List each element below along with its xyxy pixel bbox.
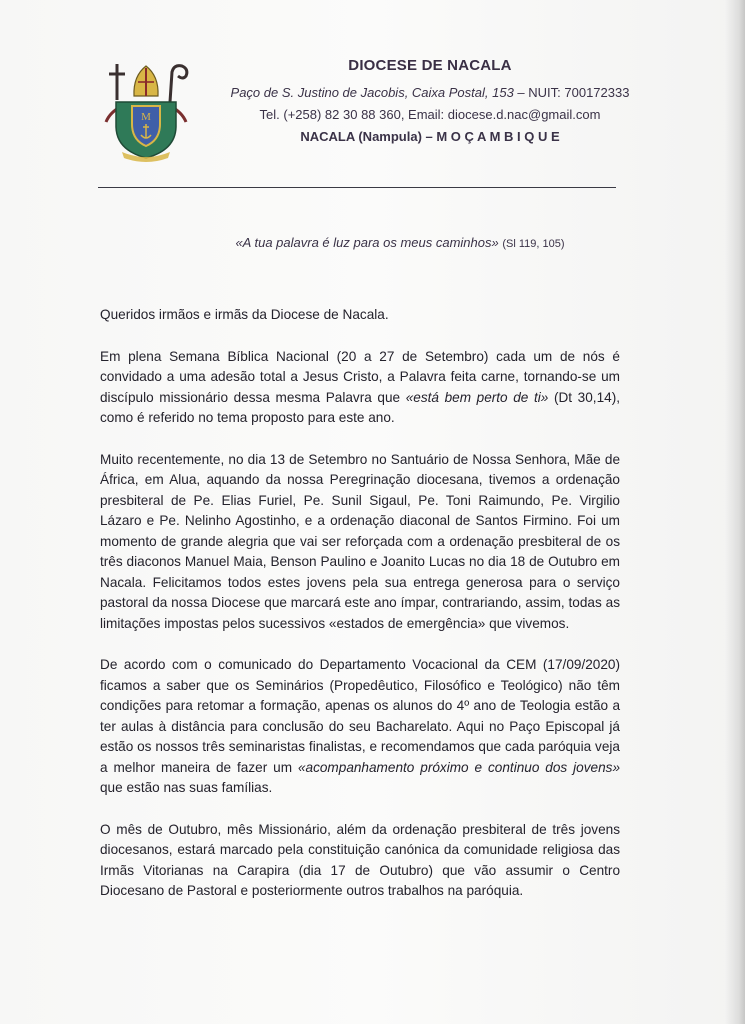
diocese-title: DIOCESE DE NACALA bbox=[348, 57, 512, 74]
address-line bbox=[215, 82, 645, 104]
header-divider bbox=[98, 187, 616, 188]
nuit-number: – NUIT: 700172333 bbox=[513, 85, 630, 100]
scan-edge-shadow bbox=[725, 0, 745, 1024]
paragraph-2: Muito recentemente, no dia 13 de Setembro no Santuário de Nossa Senhora, Mãe de África, em Alua, aquando da nossa Peregrinação diocesana, tivemos a ordenação presbiteral de Pe. Elias Furiel, Pe. Sunil Sigaul, Pe. Toni Raimundo, Pe. Virgilio Lázaro e Pe. Nelinho Agostinho, e a ordenação diaconal de Santos Firmino. Foi um momento de grande alegria que vai ser reforçada com a ordenação presbiteral de os três diaconos Manuel Maia, Benson Paulino e Joanito Lucas no dia 18 de Outubro em Nacala. Felicitamos todos estes jovens pela sua entrega generosa para o serviço pastoral da nossa Diocese que marcará este ano ímpar, contrariando, assim, todas as limitações impostas pelos sucessivos «estados de emergência» que vivemos. bbox=[100, 451, 620, 631]
salutation: Queridos irmãos e irmãs da Diocese de Nacala. bbox=[100, 307, 389, 322]
contact-line: Tel. (+258) 82 30 88 360, Email: diocese.d.nac@gmail.com bbox=[259, 107, 601, 122]
letterhead bbox=[215, 57, 645, 148]
paragraph-3 bbox=[100, 655, 620, 799]
epigraph bbox=[160, 235, 640, 250]
epigraph-reference: (Sl 119, 105) bbox=[502, 238, 565, 250]
paragraph-1-text-b: (Dt 30,14), como é referido no tema proposto para este ano. bbox=[100, 389, 620, 425]
monogram-m: M bbox=[141, 111, 151, 123]
location-line: NACALA (Nampula) – M O Ç A M B I Q U E bbox=[300, 129, 560, 144]
paragraph-1-text-a: Em plena Semana Bíblica Nacional (20 a 27 de Setembro) cada um de nós é convidado a uma adesão total a Jesus Cristo, a Palavra feita carne, tornando-se um discípulo missionário dessa mesma Palavra que bbox=[100, 348, 620, 405]
letter-body bbox=[100, 305, 620, 902]
paragraph-1-quote: «está bem perto de ti» bbox=[405, 389, 549, 405]
paragraph-3-text-b: que estão nas suas famílias. bbox=[100, 780, 273, 795]
paragraph-1 bbox=[100, 347, 620, 429]
paragraph-3-text-a: De acordo com o comunicado do Departamento Vocacional da CEM (17/09/2020) ficamos a saber que os Seminários (Propedêutico, Filosófico e Teológico) não têm condições para retomar a formação, apenas os alunos do 4º ano de Teologia estão a ter aulas à distância para conclusão do seu Bacharelato. Aqui no Paço Episcopal já estão os nossos três seminaristas finalistas, e recomendamos que cada paróquia veja a melhor maneira de fazer um bbox=[100, 657, 620, 775]
paragraph-4: O mês de Outubro, mês Missionário, além da ordenação presbiteral de três jovens diocesanos, estará marcado pela constituição canónica da comunidade religiosa das Irmãs Vitorianas na Carapira (dia 17 de Outubro) que vão assumir o Centro Diocesano de Pastoral e posteriormente outros trabalhos na paróquia. bbox=[100, 821, 620, 898]
epigraph-text: «A tua palavra é luz para os meus caminhos» bbox=[235, 235, 499, 250]
postal-address: Paço de S. Justino de Jacobis, Caixa Postal, 153 bbox=[230, 85, 514, 100]
diocese-coat-of-arms-icon bbox=[100, 60, 192, 164]
paragraph-3-quote: «acompanhamento próximo e continuo dos jovens» bbox=[297, 759, 620, 775]
